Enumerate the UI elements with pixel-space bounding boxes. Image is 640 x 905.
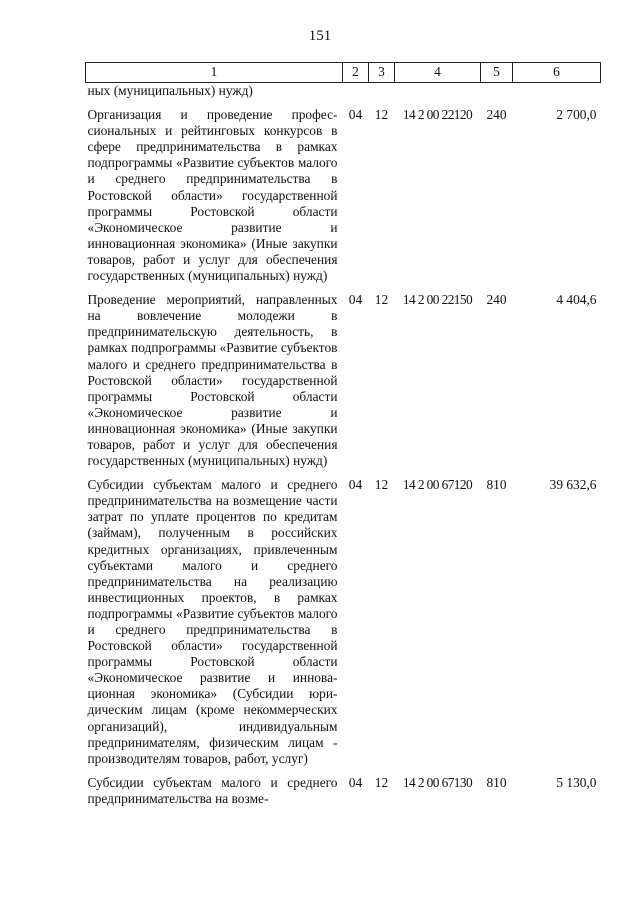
row-description: Проведение мероприятий, направленных на вовлечение молодежи в предпринимательскую деятельность, в рамках подпрограммы «Развитие субъектов малого и среднего предпринимательства в Ростовской области» государственной программы Ростовской области «Экономическое развитие и инновационная экономика» (Иные закупки товаров, работ и услуг для обеспечения государственных (муниципальных) нужд) xyxy=(87,292,338,469)
row-csr xyxy=(395,83,481,100)
header-col-4: 4 xyxy=(395,63,481,83)
header-col-6: 6 xyxy=(513,63,601,83)
row-rz: 04 xyxy=(348,292,363,308)
row-pr: 12 xyxy=(374,107,389,123)
row-description: Субсидии субъектам малого и среднего предпринимательства на возме- xyxy=(87,774,338,806)
row-vr: 240 xyxy=(486,107,507,123)
row-amount xyxy=(513,83,601,100)
row-rz: 04 xyxy=(348,774,363,790)
row-amount: 4 404,6 xyxy=(556,292,597,308)
table-header xyxy=(86,63,601,83)
row-vr xyxy=(481,83,513,100)
table-row xyxy=(86,99,601,284)
row-csr: 14 2 00 22150 xyxy=(402,292,473,308)
row-description: Организация и проведение профессиональных и рейтинговых конкурсов в сфере предпринимательства в рамках подпрограммы «Развитие субъектов малого и среднего предпринимательства в Ростовской области» государственной программы Ростовской области «Экономическое развитие и инновационная экономика» (Иные закупки товаров, работ и услуг для обеспечения государственных (муниципальных) нужд) xyxy=(87,107,338,284)
page-number: 151 xyxy=(308,28,332,44)
row-description: ных (муниципальных) нужд) xyxy=(87,83,253,98)
row-rz: 04 xyxy=(348,107,363,123)
row-rz xyxy=(343,83,369,100)
header-col-2: 2 xyxy=(343,63,369,83)
row-csr: 14 2 00 22120 xyxy=(402,107,473,123)
table-row xyxy=(86,284,601,469)
budget-table xyxy=(85,62,601,807)
header-col-1: 1 xyxy=(86,63,343,83)
row-vr: 240 xyxy=(486,292,507,308)
header-row xyxy=(86,63,601,83)
table-row xyxy=(86,767,601,807)
row-csr: 14 2 00 67130 xyxy=(402,774,473,790)
row-description: Субсидии субъектам малого и среднего предпринимательства на возмещение части затрат по уплате процентов по кредитам (займам), полученным в российских кредитных организациях, привлеченным субъектами малого и среднего предпринимательства на реализацию инвестиционных проектов, в рамках подпрограммы «Развитие субъектов малого и среднего предпринимательства в Ростовской области» государственной программы Ростовской области «Экономическое развитие и инновационная экономика» (Субсидии юридическим лицам (кроме некоммерческих организаций), индивидуальным предпринимателям, физическим лицам - производителям товаров, работ, услуг) xyxy=(87,477,338,766)
row-rz: 04 xyxy=(348,477,363,493)
row-csr: 14 2 00 67120 xyxy=(402,477,473,493)
table-row xyxy=(86,469,601,767)
row-amount: 2 700,0 xyxy=(556,107,597,123)
row-vr: 810 xyxy=(486,774,507,790)
table-body xyxy=(86,83,601,808)
row-amount: 39 632,6 xyxy=(549,477,597,493)
row-amount: 5 130,0 xyxy=(556,774,597,790)
row-vr: 810 xyxy=(486,477,507,493)
header-col-3: 3 xyxy=(369,63,395,83)
header-col-5: 5 xyxy=(481,63,513,83)
row-pr: 12 xyxy=(374,292,389,308)
row-pr: 12 xyxy=(374,477,389,493)
table-row xyxy=(86,83,601,100)
row-pr: 12 xyxy=(374,774,389,790)
row-pr xyxy=(369,83,395,100)
